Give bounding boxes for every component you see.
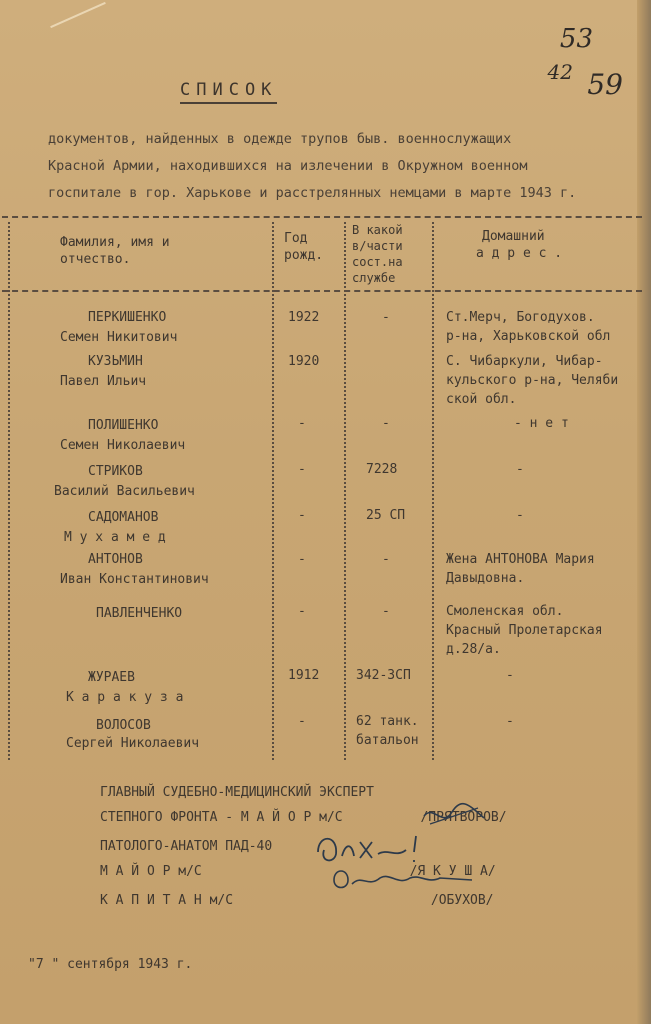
- row-year: 1912: [288, 668, 320, 683]
- document-title: СПИСОК: [180, 80, 277, 104]
- row-unit: -: [382, 310, 390, 325]
- signature-line: ГЛАВНЫЙ СУДЕБНО-МЕДИЦИНСКИЙ ЭКСПЕРТ: [100, 785, 374, 800]
- row-given-name: Иван Константинович: [60, 572, 209, 587]
- column-divider: [432, 222, 434, 760]
- row-unit: -: [382, 604, 390, 619]
- row-given-name: Семен Николаевич: [60, 438, 186, 453]
- row-address: Жена АНТОНОВА Мария Давыдовна.: [446, 552, 595, 586]
- header-year: Год рожд.: [284, 231, 324, 263]
- row-unit: 7228: [366, 462, 398, 477]
- row-address: -: [506, 714, 514, 729]
- row-surname: САДОМАНОВ: [88, 510, 159, 525]
- document-subtitle: [48, 126, 643, 207]
- signatory-name: /ОБУХОВ/: [430, 893, 494, 908]
- row-address: -: [516, 462, 524, 477]
- row-address: - н е т: [514, 416, 569, 431]
- signatory-name: /ПРЯТВОРОВ/: [420, 810, 507, 825]
- table-header-rule: [2, 290, 642, 292]
- table-top-rule: [2, 216, 642, 218]
- header-address: Домашний а д р е с .: [476, 229, 563, 261]
- row-surname: ПАВЛЕНЧЕНКО: [96, 606, 183, 621]
- row-year: -: [298, 416, 306, 431]
- archive-number-bottom: 59: [587, 68, 623, 101]
- archive-number-mid: 42: [547, 60, 573, 84]
- row-year: -: [298, 462, 306, 477]
- row-year: -: [298, 714, 306, 729]
- row-year: -: [298, 508, 306, 523]
- row-surname: ВОЛОСОВ: [96, 718, 151, 733]
- signature-line: К А П И Т А Н м/С /ОБУХОВ/: [100, 893, 494, 908]
- row-surname: ПЕРКИШЕНКО: [88, 310, 167, 325]
- row-surname: АНТОНОВ: [88, 552, 143, 567]
- row-unit: 62 танк. батальон: [356, 714, 419, 748]
- row-given-name: Павел Ильич: [60, 374, 147, 389]
- row-unit: 25 СП: [366, 508, 406, 523]
- subtitle-line: госпитале в гор. Харькове и расстрелянных немцами в марте 1943 г.: [48, 185, 577, 201]
- row-address: -: [516, 508, 524, 523]
- row-address: -: [506, 668, 514, 683]
- document-date: "7 " сентября 1943 г.: [28, 957, 193, 972]
- row-address: Смоленская обл. Красный Пролетарская д.28/а.: [446, 604, 603, 657]
- row-address: Ст.Мерч, Богодухов. р-на, Харьковской обл: [446, 310, 611, 344]
- archive-number-top: 53: [559, 24, 593, 54]
- row-surname: ЖУРАЕВ: [88, 670, 135, 685]
- paper-fold-mark: [50, 2, 106, 28]
- row-year: -: [298, 552, 306, 567]
- row-unit: -: [382, 552, 390, 567]
- signature-line: ПАТОЛОГО-АНАТОМ ПАД-40: [100, 839, 273, 854]
- header-unit: В какой в/части сост.на службе: [352, 223, 403, 285]
- subtitle-line: Красной Армии, находившихся на излечении в Окружном военном: [48, 158, 528, 174]
- header-name: Фамилия, имя и отчество.: [60, 235, 170, 267]
- subtitle-line: документов, найденных в одежде трупов быв. военнослужащих: [48, 131, 512, 147]
- signature-line: М А Й О Р м/С /Я К У Ш А/: [100, 864, 496, 879]
- row-given-name: Семен Никитович: [60, 330, 178, 345]
- handwritten-signature: [328, 864, 478, 894]
- row-surname: КУЗЬМИН: [88, 354, 143, 369]
- row-year: 1922: [288, 310, 320, 325]
- signatory-name: /Я К У Ш А/: [409, 864, 496, 879]
- column-divider: [272, 222, 274, 760]
- row-surname: ПОЛИШЕНКО: [88, 418, 159, 433]
- row-given-name: Василий Васильевич: [54, 484, 195, 499]
- column-divider: [344, 222, 346, 760]
- signature-line: СТЕПНОГО ФРОНТА - М А Й О Р м/С /ПРЯТВОРОВ/: [100, 810, 507, 825]
- row-given-name: К а р а к у з а: [66, 690, 184, 705]
- row-address: С. Чибаркули, Чибар- кульского р-на, Челяби ской обл.: [446, 354, 619, 407]
- row-year: 1920: [288, 354, 320, 369]
- row-given-name: М у х а м е д: [64, 530, 166, 545]
- row-unit: -: [382, 416, 390, 431]
- row-unit: 342-ЗСП: [356, 668, 411, 683]
- table-left-border: [8, 222, 10, 760]
- row-surname: СТРИКОВ: [88, 464, 143, 479]
- row-given-name: Сергей Николаевич: [66, 736, 200, 751]
- row-year: -: [298, 604, 306, 619]
